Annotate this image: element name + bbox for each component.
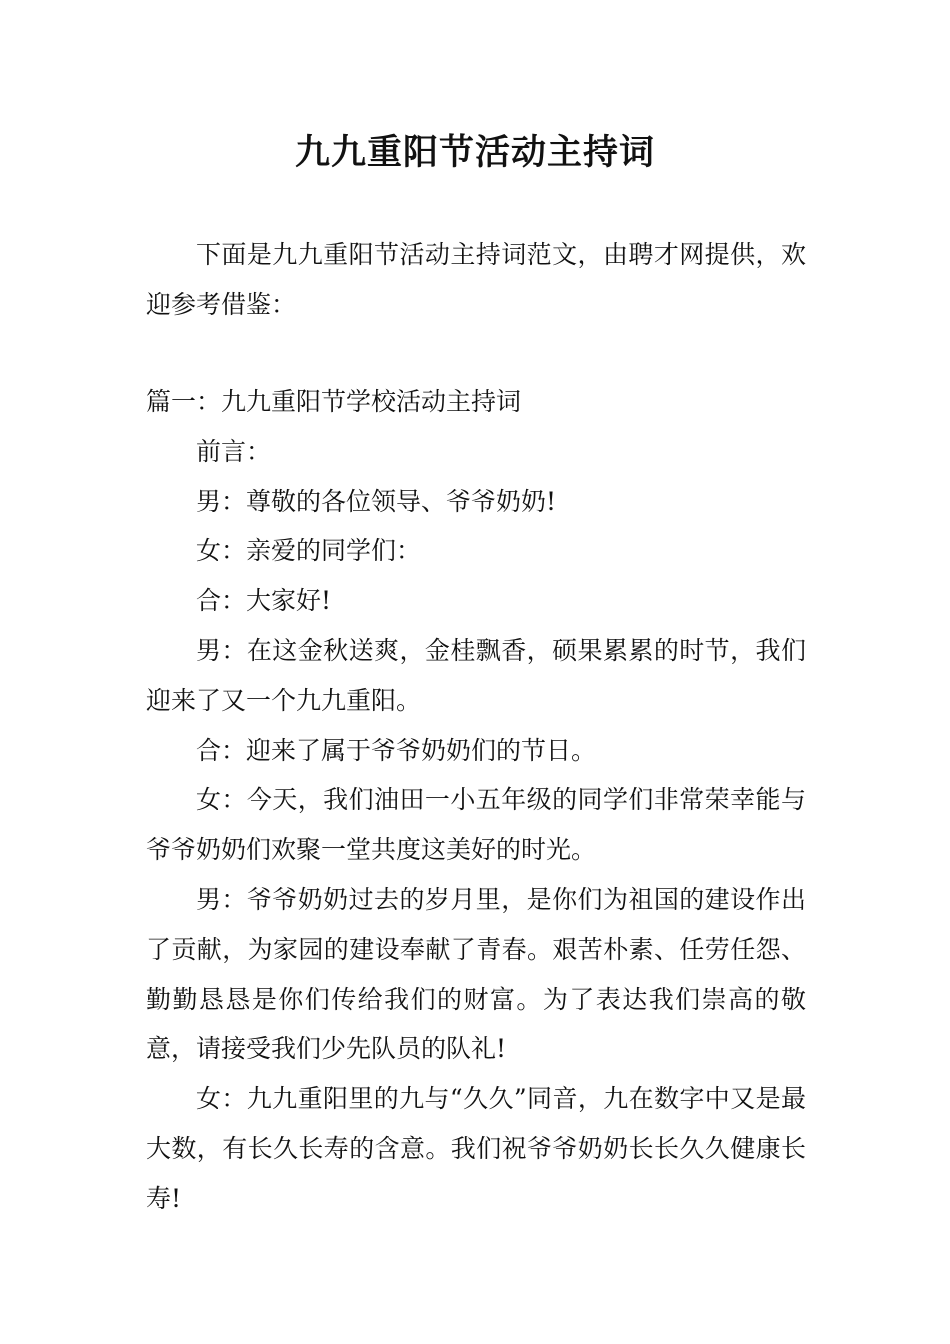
document-title: 九九重阳节活动主持词 — [294, 132, 655, 173]
paragraph-together-1: 合：大家好! — [196, 586, 332, 616]
paragraph-male-3: 男：爷爷奶奶过去的岁月里，是你们为祖国的建设作出了贡献，为家园的建设奉献了青春。艰苦朴素、任劳任怨、勤勤恳恳是你们传给我们的财富。为了表达我们崇高的敬意，请接受我们少先队员的队礼! — [146, 884, 806, 1064]
paragraph-female-2: 女：今天，我们油田一小五年级的同学们非常荣幸能与爷爷奶奶们欢聚一堂共度这美好的时光。 — [146, 785, 806, 865]
intro-paragraph: 下面是九九重阳节活动主持词范文，由聘才网提供，欢迎参考借鉴： — [146, 240, 806, 319]
paragraph-male-1: 男：尊敬的各位领导、爷爷奶奶! — [196, 486, 557, 516]
paragraph-female-1: 女：亲爱的同学们： — [196, 536, 422, 566]
paragraph-male-2: 男：在这金秋送爽，金桂飘香，硕果累累的时节，我们迎来了又一个九九重阳。 — [146, 635, 806, 715]
paragraph-female-3: 女：九九重阳里的九与“久久”同音，九在数字中又是最大数，有长久长寿的含意。我们祝爷爷奶奶长长久久健康长寿! — [146, 1084, 806, 1213]
main-content — [146, 377, 806, 1224]
section-heading: 篇一：九九重阳节学校活动主持词 — [146, 387, 522, 416]
paragraph-together-2: 合：迎来了属于爷爷奶奶们的节日。 — [196, 735, 597, 765]
paragraph-preface: 前言： — [196, 436, 272, 466]
intro-block — [146, 230, 806, 330]
